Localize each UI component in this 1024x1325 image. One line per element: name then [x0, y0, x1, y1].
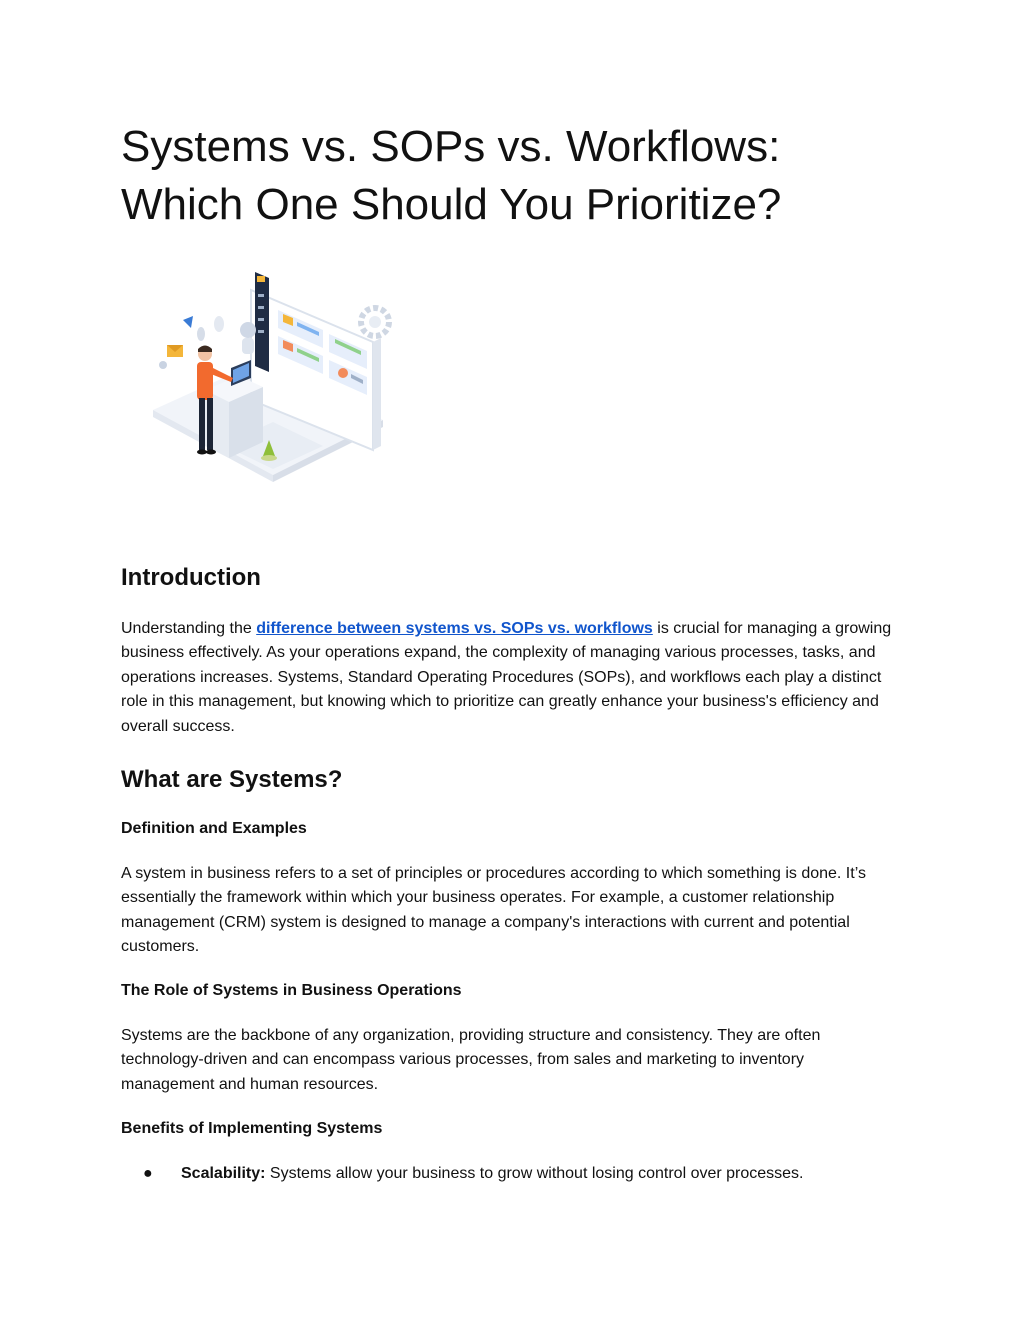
role-paragraph: Systems are the backbone of any organization, providing structure and consistency. They are often technology-driven and can encompass various processes, from sales and marketing to inventory management and human resources. — [121, 1027, 821, 1093]
definition-paragraph: A system in business refers to a set of principles or procedures according to which something is done. It’s essentially the framework within which your business operates. For example, a customer relationship management (CRM) system is designed to manage a company's interactions with current and potential customers. — [121, 865, 866, 956]
list-item — [143, 1162, 923, 1186]
workflow-dashboard-illustration — [143, 250, 393, 500]
title-line-2: Which One Should You Prioritize? — [121, 180, 782, 229]
role-heading: The Role of Systems in Business Operations — [121, 982, 462, 999]
benefits-heading: Benefits of Implementing Systems — [121, 1120, 383, 1137]
bullet-text: Systems allow your business to grow without losing control over processes. — [265, 1165, 804, 1182]
introduction-heading: Introduction — [121, 564, 261, 591]
intro-text-after-link: is crucial for managing a growing business effectively. As your operations expand, the complexity of managing various processes, tasks, and operations increases. Systems, Standard Operating Procedures (SOPs), and workflows each play a distinct role in this management, but knowing which to prioritize can greatly enhance your business's efficiency and overall success. — [121, 620, 892, 735]
difference-link[interactable]: difference between systems vs. SOPs vs. workflows — [256, 620, 653, 637]
intro-text-before-link: Understanding the — [121, 620, 257, 637]
introduction-paragraph — [121, 617, 911, 739]
page-title — [121, 118, 881, 234]
definition-heading: Definition and Examples — [121, 820, 307, 837]
title-line-1: Systems vs. SOPs vs. Workflows: — [121, 122, 781, 171]
dashboard-illustration-icon — [143, 250, 393, 500]
bullet-term: Scalability: — [181, 1165, 266, 1182]
bullet-icon: ● — [143, 1165, 153, 1182]
what-are-systems-heading: What are Systems? — [121, 766, 343, 793]
